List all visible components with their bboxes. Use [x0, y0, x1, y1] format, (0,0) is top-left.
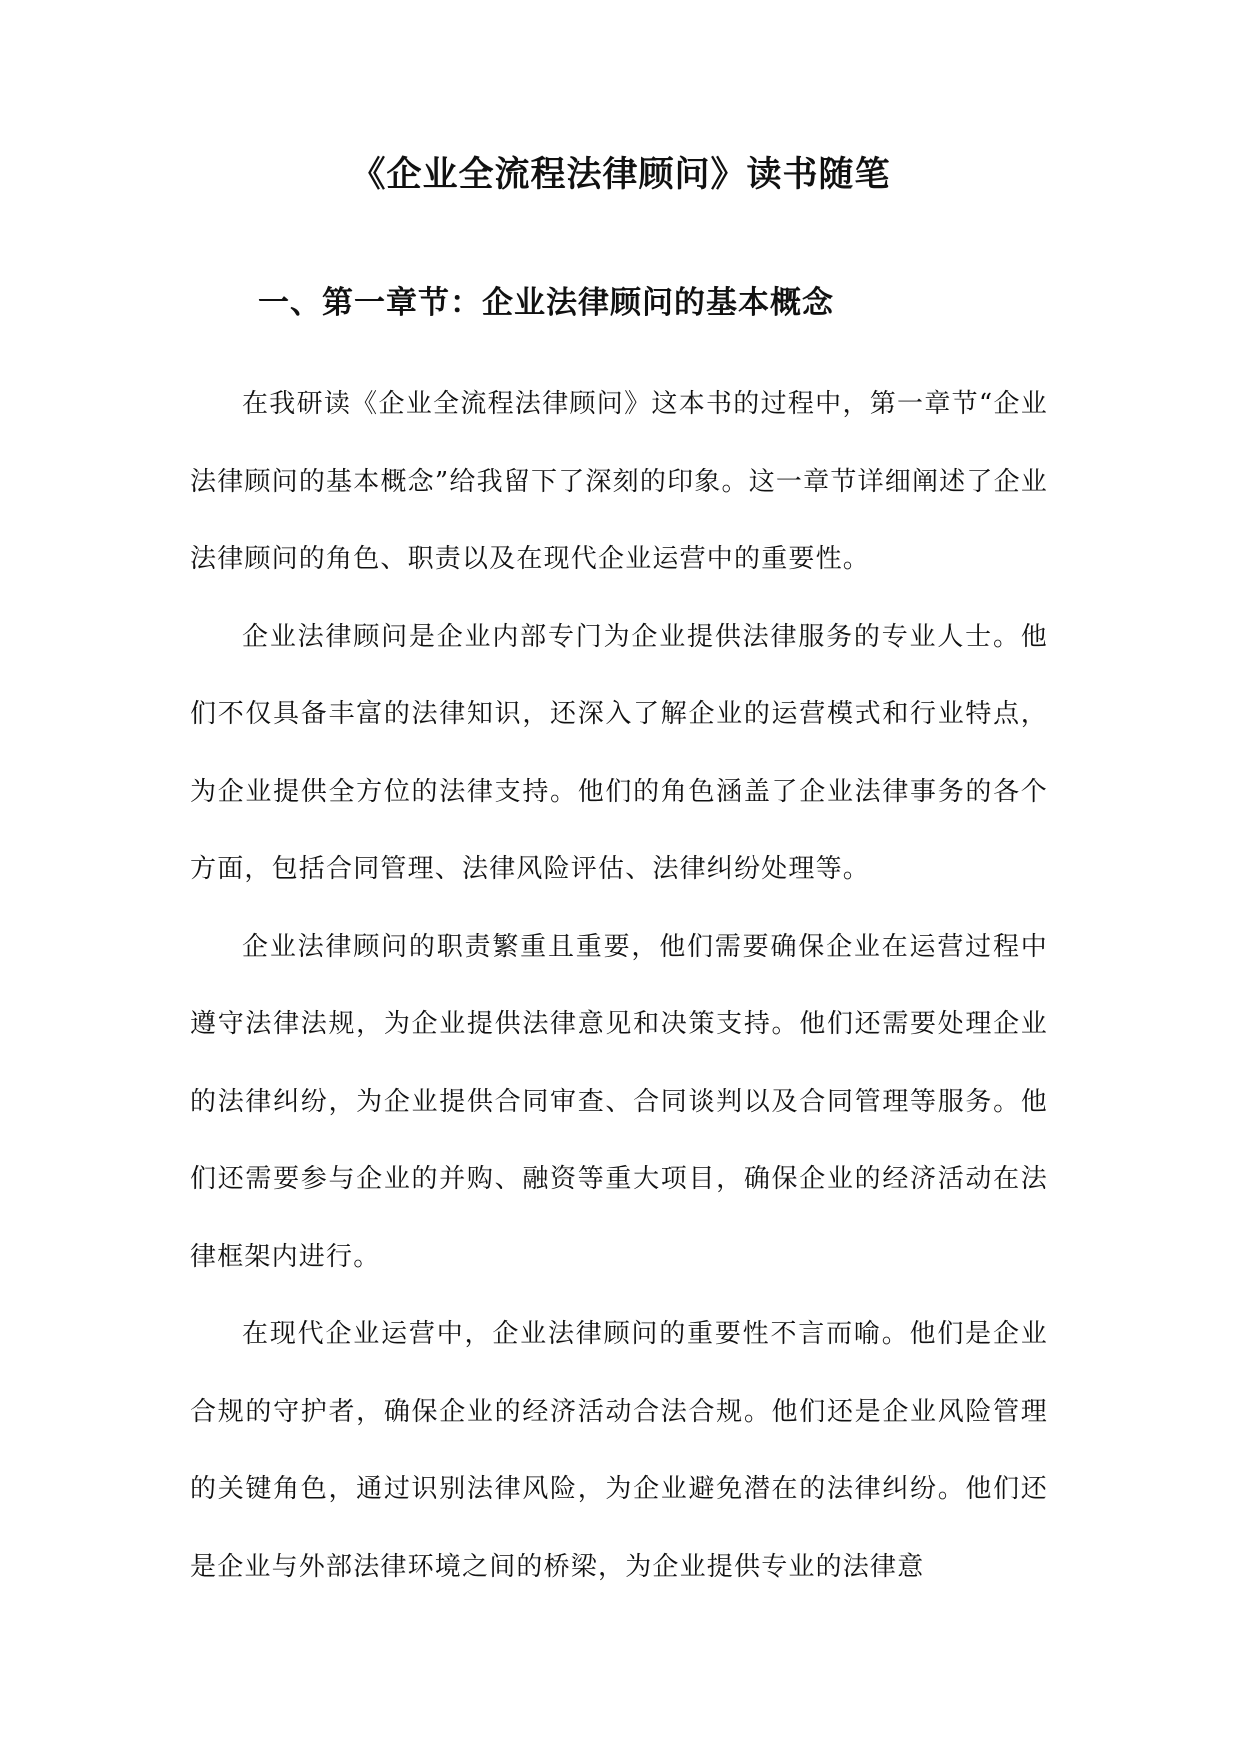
paragraph: 企业法律顾问的职责繁重且重要，他们需要确保企业在运营过程中遵守法律法规，为企业提供法律意见和决策支持。他们还需要处理企业的法律纠纷，为企业提供合同审查、合同谈判以及合同管理等服务。他们还需要参与企业的并购、融资等重大项目，确保企业的经济活动在法律框架内进行。 — [190, 931, 1048, 1272]
paragraph: 在现代企业运营中，企业法律顾问的重要性不言而喻。他们是企业合规的守护者，确保企业的经济活动合法合规。他们还是企业风险管理的关键角色，通过识别法律风险，为企业避免潜在的法律纠纷。他们还是企业与外部法律环境之间的桥梁，为企业提供专业的法律意 — [190, 1319, 1048, 1582]
paragraph: 企业法律顾问是企业内部专门为企业提供法律服务的专业人士。他们不仅具备丰富的法律知识，还深入了解企业的运营模式和行业特点，为企业提供全方位的法律支持。他们的角色涵盖了企业法律事务的各个方面，包括合同管理、法律风险评估、法律纠纷处理等。 — [190, 621, 1048, 884]
section-heading: 一、第一章节：企业法律顾问的基本概念 — [258, 285, 834, 321]
body-text — [190, 366, 1048, 1606]
paragraph: 在我研读《企业全流程法律顾问》这本书的过程中，第一章节“企业法律顾问的基本概念”给我留下了深刻的印象。这一章节详细阐述了企业法律顾问的角色、职责以及在现代企业运营中的重要性。 — [190, 389, 1048, 574]
document-title: 《企业全流程法律顾问》读书随笔 — [350, 154, 891, 195]
